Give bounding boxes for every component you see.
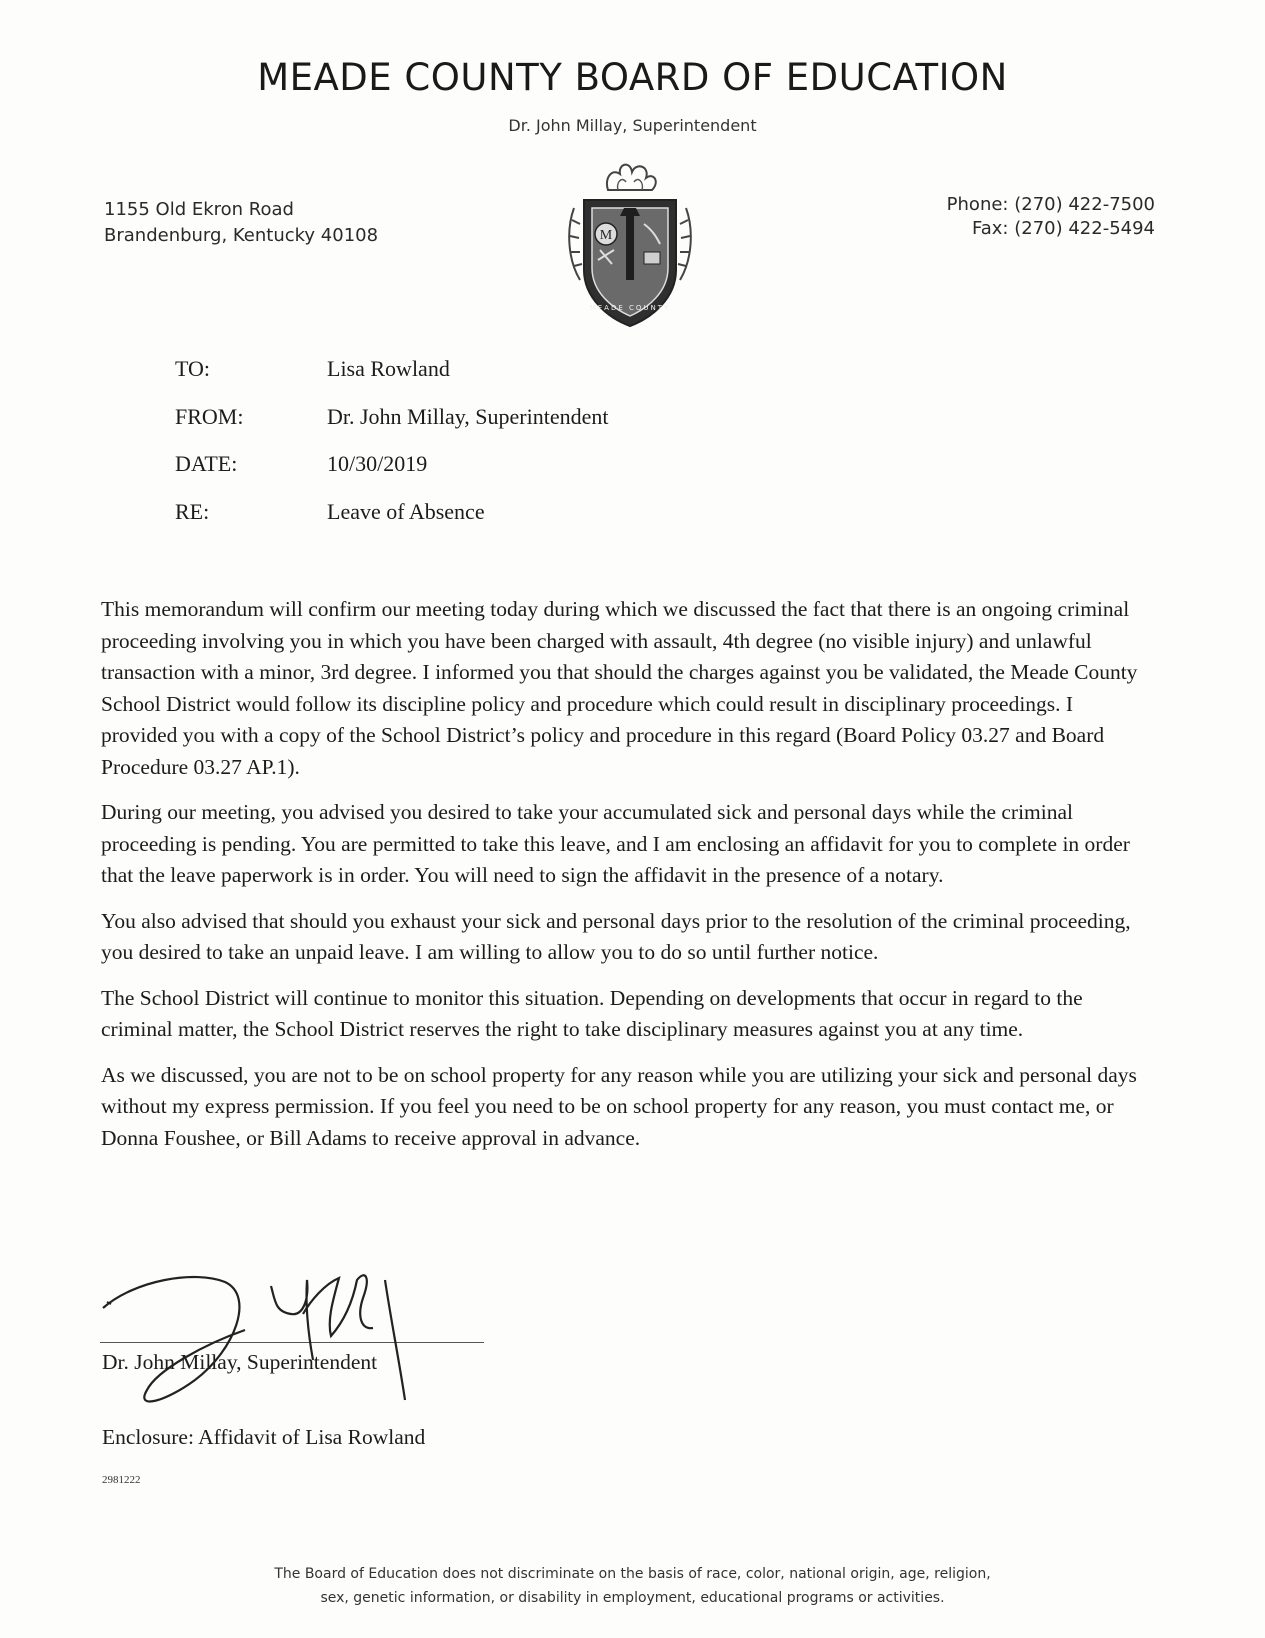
fax-number: Fax: (270) 422-5494: [972, 218, 1155, 239]
body-paragraph: As we discussed, you are not to be on school property for any reason while you are utilizing your sick and personal days without my express permission. If you feel you need to be on school property for any reason, you must contact me, or Donna Foushee, or Bill Adams to receive approval in advance.: [101, 1062, 1137, 1150]
phone-number: Phone: (270) 422-7500: [946, 194, 1155, 215]
seal-letter: M: [599, 228, 613, 243]
memo-row-date: [175, 451, 609, 499]
memo-body: [101, 594, 1151, 1168]
body-paragraph: During our meeting, you advised you desired to take your accumulated sick and personal days while the criminal proceeding is pending. You are permitted to take this leave, and I am enclosing an affidavit for you to complete in order that the leave paperwork is in order. You will need to sign the affidavit in the presence of a notary.: [101, 800, 1130, 887]
body-paragraph: You also advised that should you exhaust your sick and personal days prior to the resolution of the criminal proceeding, you desired to take an unpaid leave. I am willing to allow you to do so until further notice.: [101, 908, 1131, 964]
memo-row-re: [175, 499, 609, 547]
address-line-2: Brandenburg, Kentucky 40108: [104, 225, 379, 246]
re-value: Leave of Absence: [327, 498, 485, 524]
from-label: FROM:: [175, 403, 244, 429]
body-paragraph: This memorandum will confirm our meeting today during which we discussed the fact that there is an ongoing criminal proceeding involving you in which you have been charged with assault, 4th degree (no visible injury) and unlawful transaction with a minor, 3rd degree. I informed you that should the charges against you be validated, the Meade County School District would follow its discipline policy and procedure which could result in disciplinary proceedings. I provided you with a copy of the School District’s policy and procedure in this regard (Board Policy 03.27 and Board Procedure 03.27 AP.1).: [101, 597, 1138, 779]
contact-info: [947, 193, 1155, 241]
date-value: 10/30/2019: [327, 451, 428, 476]
memo-row-from: [175, 404, 609, 452]
footer-line-2: sex, genetic information, or disability in employment, educational programs or activities.: [320, 1590, 945, 1606]
document-number: 2981222: [102, 1474, 141, 1486]
date-label: DATE:: [175, 451, 238, 476]
memo-header: [175, 356, 609, 546]
handwritten-signature: [95, 1240, 435, 1440]
seal-text: MEADE COUNTY: [589, 304, 671, 312]
re-label: RE:: [175, 498, 210, 524]
enclosure-note: Enclosure: Affidavit of Lisa Rowland: [102, 1425, 426, 1449]
superintendent-subtitle: Dr. John Millay, Superintendent: [508, 116, 757, 135]
address-line-1: 1155 Old Ekron Road: [104, 199, 294, 220]
county-seal-icon: [560, 160, 700, 332]
body-paragraph: The School District will continue to monitor this situation. Depending on developments that occur in regard to the criminal matter, the School District reserves the right to take disciplinary measures against you at any time.: [101, 985, 1083, 1041]
organization-name: MEADE COUNTY BOARD OF EDUCATION: [257, 56, 1008, 99]
mailing-address: [104, 197, 378, 249]
nondiscrimination-footer: [0, 1562, 1265, 1610]
to-label: TO:: [175, 356, 211, 381]
footer-line-1: The Board of Education does not discriminate on the basis of race, color, national origin, age, religion,: [274, 1566, 991, 1582]
from-value: Dr. John Millay, Superintendent: [327, 403, 609, 429]
signer-name-title: Dr. John Millay, Superintendent: [102, 1350, 378, 1374]
memo-row-to: [175, 356, 609, 404]
to-value: Lisa Rowland: [327, 356, 450, 381]
